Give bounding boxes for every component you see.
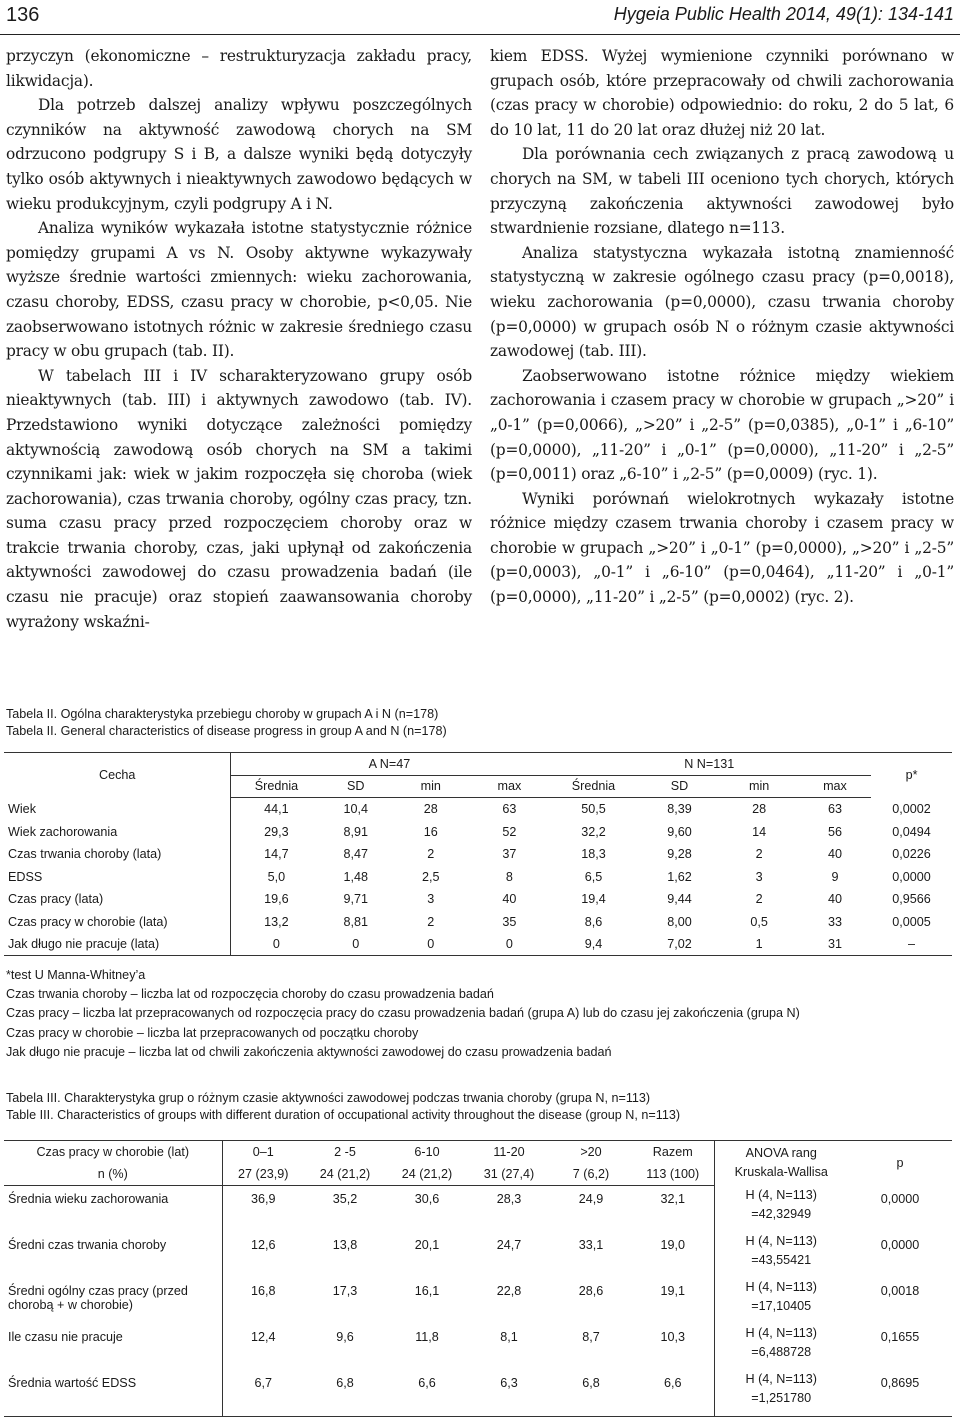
table2-cell: 0,0002	[892, 801, 931, 816]
table3-cell: 30,6	[414, 1192, 440, 1206]
table3-cell: 35,2	[332, 1192, 358, 1206]
table2-cell: 0	[231, 933, 321, 956]
table3-n-col: 27 (23,9)	[222, 1163, 304, 1186]
table2-subheader: max	[471, 775, 547, 798]
paragraph: Dla potrzeb dalszej analizy wpływu poszczególnych czynników na aktywność zawodową chorych na SM odrzucono podgrupy S i B, a dalsze wyniki będą dotyczyły tylko osób aktywnych i nieaktywnych zawodowo będących w wieku produkcyjnym, czyli podgrupy A i N.	[6, 96, 472, 213]
table2-subheader: max	[799, 775, 871, 798]
table3-anova-line1: H (4, N=113)	[745, 1234, 817, 1248]
table-row	[4, 865, 952, 888]
table2-cell: 40	[827, 847, 842, 862]
table3-n-label: n (%)	[4, 1163, 222, 1186]
table2-cell: 1,48	[343, 869, 369, 884]
table2-cell: 8,47	[343, 847, 369, 862]
table2-cell: 7,02	[640, 933, 720, 956]
table3-p-cell: 0,0018	[880, 1284, 920, 1298]
table2-cell: 0,9566	[892, 892, 931, 907]
table2-note: Czas pracy w chorobie – liczba lat przepracowanych od początku choroby	[6, 1025, 419, 1040]
table2-cell: 2	[755, 847, 763, 862]
table3-row-label	[4, 1232, 222, 1278]
table3-anova-line1: H (4, N=113)	[745, 1187, 817, 1202]
table2-cell: 9,4	[547, 933, 639, 956]
table2-subheader: Średnia	[547, 775, 639, 798]
table2-note: Czas trwania choroby – liczba lat od rozpoczęcia choroby do czasu prowadzenia badań	[6, 987, 494, 1002]
table3-cell: 19,1	[660, 1284, 685, 1298]
table2-note: Czas pracy – liczba lat przepracowanych od rozpoczęcia pracy do czasu prowadzenia badań (grupa A) lub do czasu jej zakończenia (grupa N)	[6, 1006, 800, 1021]
table3-cell: 16,1	[414, 1284, 440, 1298]
table3-p-cell: 0,0000	[880, 1191, 920, 1206]
table3-row-label-line1: Średnia wartość EDSS	[8, 1376, 137, 1390]
table2-cell: 52	[502, 824, 517, 839]
table3-anova-line2: =6,488728	[751, 1345, 812, 1359]
table3-header-col: 11-20	[468, 1141, 550, 1164]
table2-row-label: Czas pracy (lata)	[4, 888, 231, 911]
table3-header-anova-line2: Kruskala-Wallisa	[734, 1165, 828, 1180]
table2-subheader: SD	[640, 775, 720, 798]
table3-cell: 17,3	[332, 1284, 358, 1298]
table2-body	[4, 798, 952, 956]
table3-cell: 36,9	[250, 1192, 276, 1206]
table3-cell: 8,1	[500, 1330, 518, 1344]
table2-cell: 1	[719, 933, 798, 956]
table3-header-anova	[714, 1141, 848, 1186]
table3-anova-cell	[714, 1186, 848, 1233]
table-row	[4, 820, 952, 843]
table3-anova-line1: H (4, N=113)	[745, 1280, 817, 1294]
table2-cell: 2	[755, 892, 763, 907]
journal-citation: Hygeia Public Health 2014, 49(1): 134-141	[613, 4, 954, 24]
table3-cell: 13,8	[332, 1238, 358, 1252]
table3-cell: 22,8	[496, 1284, 522, 1298]
table3-header-col: 2 -5	[304, 1141, 386, 1164]
table2-cell: 31	[799, 933, 871, 956]
table2-cell: 8	[505, 869, 513, 884]
table2-cell: 2,5	[421, 869, 440, 884]
table2-cell: 13,2	[264, 914, 289, 929]
left-text-column	[6, 44, 472, 634]
table3-cell: 12,4	[250, 1330, 276, 1344]
table2-subheader: min	[390, 775, 471, 798]
table2-row-label: Wiek zachorowania	[4, 820, 231, 843]
table2-cell: 10,4	[343, 802, 369, 817]
table3-row-label	[4, 1186, 222, 1233]
table2-cell: 0	[390, 933, 471, 956]
table2-cell: 6,5	[584, 869, 603, 884]
right-text-column	[490, 44, 954, 610]
table3-cell: 8,7	[582, 1330, 600, 1344]
table2-cell: 9,71	[343, 892, 369, 907]
table3-header-p: p	[848, 1141, 952, 1186]
table2-cell: 28	[423, 802, 438, 817]
table3-caption-en: Table III. Characteristics of groups with different duration of occupational activity throughout the disease (group N, n=113)	[6, 1108, 681, 1122]
table2-row-label: Czas trwania choroby (lata)	[4, 843, 231, 866]
table-row	[4, 1232, 952, 1278]
table3-row-label	[4, 1370, 222, 1417]
paragraph: Analiza wyników wykazała istotne statystycznie różnice pomiędzy grupami A vs N. Osoby aktywne wykazywały wyższe średnie wartości zmiennych: wieku zachorowania, czasu choroby, EDSS, czasu pracy w chorobie, p<0,05. Nie zaobserwowano istotnych różnic w zakresie średniego czasu pracy w obu grupach (tab. II).	[6, 219, 472, 361]
table-row	[4, 798, 952, 821]
table2-cell: 0,0005	[892, 914, 931, 929]
table3-cell: 10,3	[660, 1330, 685, 1344]
table2-header-group-a: A N=47	[231, 753, 547, 776]
table3-anova-line2: =17,10405	[751, 1299, 812, 1313]
table3-header-col: >20	[550, 1141, 632, 1164]
table2-cell: 19,6	[264, 892, 289, 907]
table3-anova-line1: H (4, N=113)	[745, 1372, 817, 1386]
table3-row-label-line1: Średni ogólny czas pracy (przed	[8, 1284, 188, 1298]
table3-cell: 28,3	[496, 1192, 522, 1206]
table2-cell: 0,0226	[892, 847, 931, 862]
table3-cell: 6,6	[386, 1370, 468, 1417]
table2-cell: 40	[502, 892, 517, 907]
table-row	[4, 888, 952, 911]
table2-header-p: p*	[871, 753, 952, 798]
page-header	[0, 0, 960, 35]
table-row	[4, 1370, 952, 1417]
table3-n-col: 7 (6,2)	[550, 1163, 632, 1186]
table2-cell: 19,4	[581, 892, 606, 907]
table2-cell: 8,00	[667, 914, 692, 929]
table2-cell: 14,7	[264, 847, 289, 862]
table2-cell: 40	[827, 892, 842, 907]
table2-row-label: EDSS	[4, 865, 231, 888]
table-row	[4, 933, 952, 956]
table3-header-anova-line1: ANOVA rang	[745, 1146, 817, 1161]
table3-cell: 12,6	[250, 1238, 276, 1252]
table3-cell: 9,6	[336, 1330, 354, 1344]
table2-cell: 0,0494	[892, 824, 931, 839]
table2-cell: 0,5	[750, 914, 768, 929]
table2-caption-en: Tabela II. General characteristics of disease progress in group A and N (n=178)	[6, 724, 447, 738]
table2-cell: 63	[502, 802, 517, 817]
table2-note: Jak długo nie pracuje – liczba lat od chwili zakończenia aktywności zawodowej do czasu prowadzenia badań	[6, 1044, 612, 1059]
table2-header-cecha: Cecha	[4, 753, 231, 798]
table2-row-label: Czas pracy w chorobie (lata)	[4, 911, 231, 934]
table-row	[4, 911, 952, 934]
table3-cell: 6,6	[632, 1370, 714, 1417]
table2-cell: 9,44	[667, 892, 692, 907]
table3-cell: 24,9	[578, 1192, 604, 1206]
table3-cell: 19,0	[660, 1238, 685, 1252]
table2-cell: 35	[502, 914, 517, 929]
table3-anova-line2: =1,251780	[751, 1391, 812, 1405]
table2-cell: 0	[321, 933, 390, 956]
table-row	[4, 1186, 952, 1233]
table2-cell: 44,1	[264, 802, 289, 817]
table3-row-label-line2: chorobą + w chorobie)	[8, 1298, 133, 1312]
table2-cell: 8,91	[343, 824, 369, 839]
table3-cell: 33,1	[578, 1238, 604, 1252]
table2-cell: 2	[427, 847, 435, 862]
table3	[4, 1140, 952, 1417]
table2-cell: 5,0	[267, 869, 286, 884]
table2-cell: 0,0000	[892, 869, 931, 884]
table2-row-label: Wiek	[4, 798, 231, 821]
paragraph: Wyniki porównań wielokrotnych wykazały istotne różnice między czasem trwania choroby i czasem pracy w chorobie w grupach „>20” i „0-1” (p=0,0000), „>20” i „2-5” (p=0,0003), „0-1” i „6-10” (p=0,0464), „11-20” i „0-1” (p=0,0000), „11-20” i „2-5” (p=0,0002) (ryc. 2).	[490, 489, 954, 607]
paragraph: przyczyn (ekonomiczne – restrukturyzacja zakładu pracy, likwidacja).	[6, 47, 472, 90]
page-number: 136	[6, 4, 40, 26]
table2-cell: 8,6	[584, 914, 603, 929]
table3-cell: 20,1	[414, 1238, 440, 1252]
table2-subheader: SD	[321, 775, 390, 798]
table3-cell: 28,6	[578, 1284, 604, 1298]
table3-n-col: 24 (21,2)	[304, 1163, 386, 1186]
table2-cell: 32,2	[581, 824, 606, 839]
table3-header-col: 6-10	[386, 1141, 468, 1164]
table3-row-label-line1: Średni czas trwania choroby	[8, 1238, 167, 1252]
table2-row-label: Jak długo nie pracuje (lata)	[4, 933, 231, 956]
table2-caption	[6, 706, 447, 740]
table2-cell: 56	[827, 824, 842, 839]
table3-body	[4, 1186, 952, 1417]
table3-n-col: 113 (100)	[632, 1163, 714, 1186]
table3-anova-line1: H (4, N=113)	[745, 1326, 817, 1340]
table3-cell: 6,8	[550, 1370, 632, 1417]
table2-cell: 3	[427, 892, 435, 907]
paragraph: W tabelach III i IV scharakteryzowano grupy osób nieaktywnych (tab. III) i aktywnych zawodowo (tab. IV). Przedstawiono wyniki dotyczące zależności pomiędzy aktywnością zawodową osób chorych na SM a takimi czynnikami jak: wiek w jakim rozpoczęła się choroba (wiek zachorowania), czas trwania choroby, ogólny czas pracy, tzn. suma czasu pracy przed rozpoczęciem choroby oraz w trakcie trwania choroby, czas, jaki upłynął od zakończenia aktywności zawodowej do czasu prowadzenia badań (ile czasu nie pracuje) oraz stopień zaawansowania choroby wyrażony wskaźni-	[6, 366, 472, 631]
table3-row-label	[4, 1278, 222, 1324]
table-row	[4, 843, 952, 866]
table2-cell: 18,3	[581, 847, 606, 862]
table3-cell: 6,7	[222, 1370, 304, 1417]
table3-row-label	[4, 1324, 222, 1370]
paragraph: Dla porównania cech związanych z pracą zawodową u chorych na SM, w tabeli III oceniono tych chorych, których przyczyną zakończenia aktywności zawodowej było stwardnienie rozsiane, dlatego n=113.	[490, 145, 954, 238]
table3-p-cell: 0,1655	[880, 1330, 920, 1344]
table2	[4, 752, 952, 956]
table2-header-group-n: N N=131	[547, 753, 871, 776]
table2-cell: 14	[752, 824, 767, 839]
table3-anova-cell	[714, 1324, 848, 1370]
table2-subheader: min	[719, 775, 798, 798]
table3-anova-cell	[714, 1278, 848, 1324]
table-row	[4, 1324, 952, 1370]
table3-cell: 6,3	[468, 1370, 550, 1417]
table2-cell: 1,62	[667, 869, 692, 884]
table3-cell: 16,8	[250, 1284, 276, 1298]
table3-cell: 11,8	[415, 1330, 439, 1344]
table2-cell: 9,28	[667, 847, 692, 862]
paragraph: Analiza statystyczna wykazała istotną znamienność statystyczną w zakresie ogólnego czasu pracy (p=0,0018), wieku zachorowania (p=0,0000), czasu trwania choroby (p=0,0000) w grupach osób N o różnym czasie aktywności zawodowej (tab. III).	[490, 243, 954, 361]
table2-cell: 63	[827, 802, 842, 817]
table3-header-label: Czas pracy w chorobie (lat)	[4, 1141, 222, 1164]
table3-header-col: 0–1	[222, 1141, 304, 1164]
paragraph: Zaobserwowano istotne różnice między wiekiem zachorowania i czasem pracy w chorobie w grupach „>20” i „0-1” (p=0,0066), „>20” i „2-5” (p=0,0385), „0-1” i „6-10” (p=0,0000), „11-20” i „0-1” (p=0,0000), „11-20” i „2-5” (p=0,0011) oraz „6-10” i „2-5” (p=0,0009) (ryc. 1).	[490, 366, 954, 484]
table2-cell: 8,81	[343, 914, 369, 929]
table2-cell: 37	[502, 847, 517, 862]
table3-caption-pl: Tabela III. Charakterystyka grup o różnym czasie aktywności zawodowej podczas trwania choroby (grupa N, n=113)	[6, 1091, 651, 1105]
table3-anova-line2: =42,32949	[751, 1206, 812, 1221]
table2-cell: –	[871, 933, 952, 956]
table3-n-col: 31 (27,4)	[468, 1163, 550, 1186]
table2-cell: 3	[755, 869, 763, 884]
table3-row-label-line1: Ile czasu nie pracuje	[8, 1330, 123, 1344]
table3-row-label-line1: Średnia wieku zachorowania	[8, 1192, 169, 1206]
table3-anova-line2: =43,55421	[751, 1253, 812, 1267]
table3-header-col: Razem	[632, 1141, 714, 1164]
table3-p-cell: 0,8695	[848, 1370, 952, 1417]
table2-note: *test U Manna-Whitney’a	[6, 968, 146, 982]
table2-cell: 0	[471, 933, 547, 956]
table-row	[4, 1278, 952, 1324]
table3-n-col: 24 (21,2)	[386, 1163, 468, 1186]
table2-cell: 16	[423, 824, 438, 839]
table2-cell: 29,3	[264, 824, 289, 839]
table2-cell: 9	[831, 869, 839, 884]
table3-cell: 32,1	[660, 1192, 685, 1206]
table3-caption	[6, 1090, 680, 1124]
table2-cell: 33	[827, 914, 842, 929]
table3-anova-cell	[714, 1370, 848, 1417]
table2-cell: 28	[752, 802, 767, 817]
table2-caption-pl: Tabela II. Ogólna charakterystyka przebiegu choroby w grupach A i N (n=178)	[6, 707, 439, 721]
table2-cell: 8,39	[667, 802, 692, 817]
table3-cell: 24,7	[496, 1238, 522, 1252]
table2-cell: 9,60	[667, 824, 692, 839]
table2-subheader: Średnia	[231, 775, 321, 798]
table3-anova-cell	[714, 1232, 848, 1278]
table3-cell: 6,8	[304, 1370, 386, 1417]
table2-cell: 2	[427, 914, 435, 929]
paragraph: kiem EDSS. Wyżej wymienione czynniki porównano w grupach osób, które przepracowały od chwili zachorowania (czas pracy w chorobie) odpowiednio: do roku, 2 do 5 lat, 6 do 10 lat, 11 do 20 lat oraz dłużej niż 20 lat.	[490, 47, 954, 139]
table3-p-cell: 0,0000	[880, 1238, 920, 1252]
table2-notes	[6, 966, 800, 1062]
table2-cell: 50,5	[581, 802, 606, 817]
